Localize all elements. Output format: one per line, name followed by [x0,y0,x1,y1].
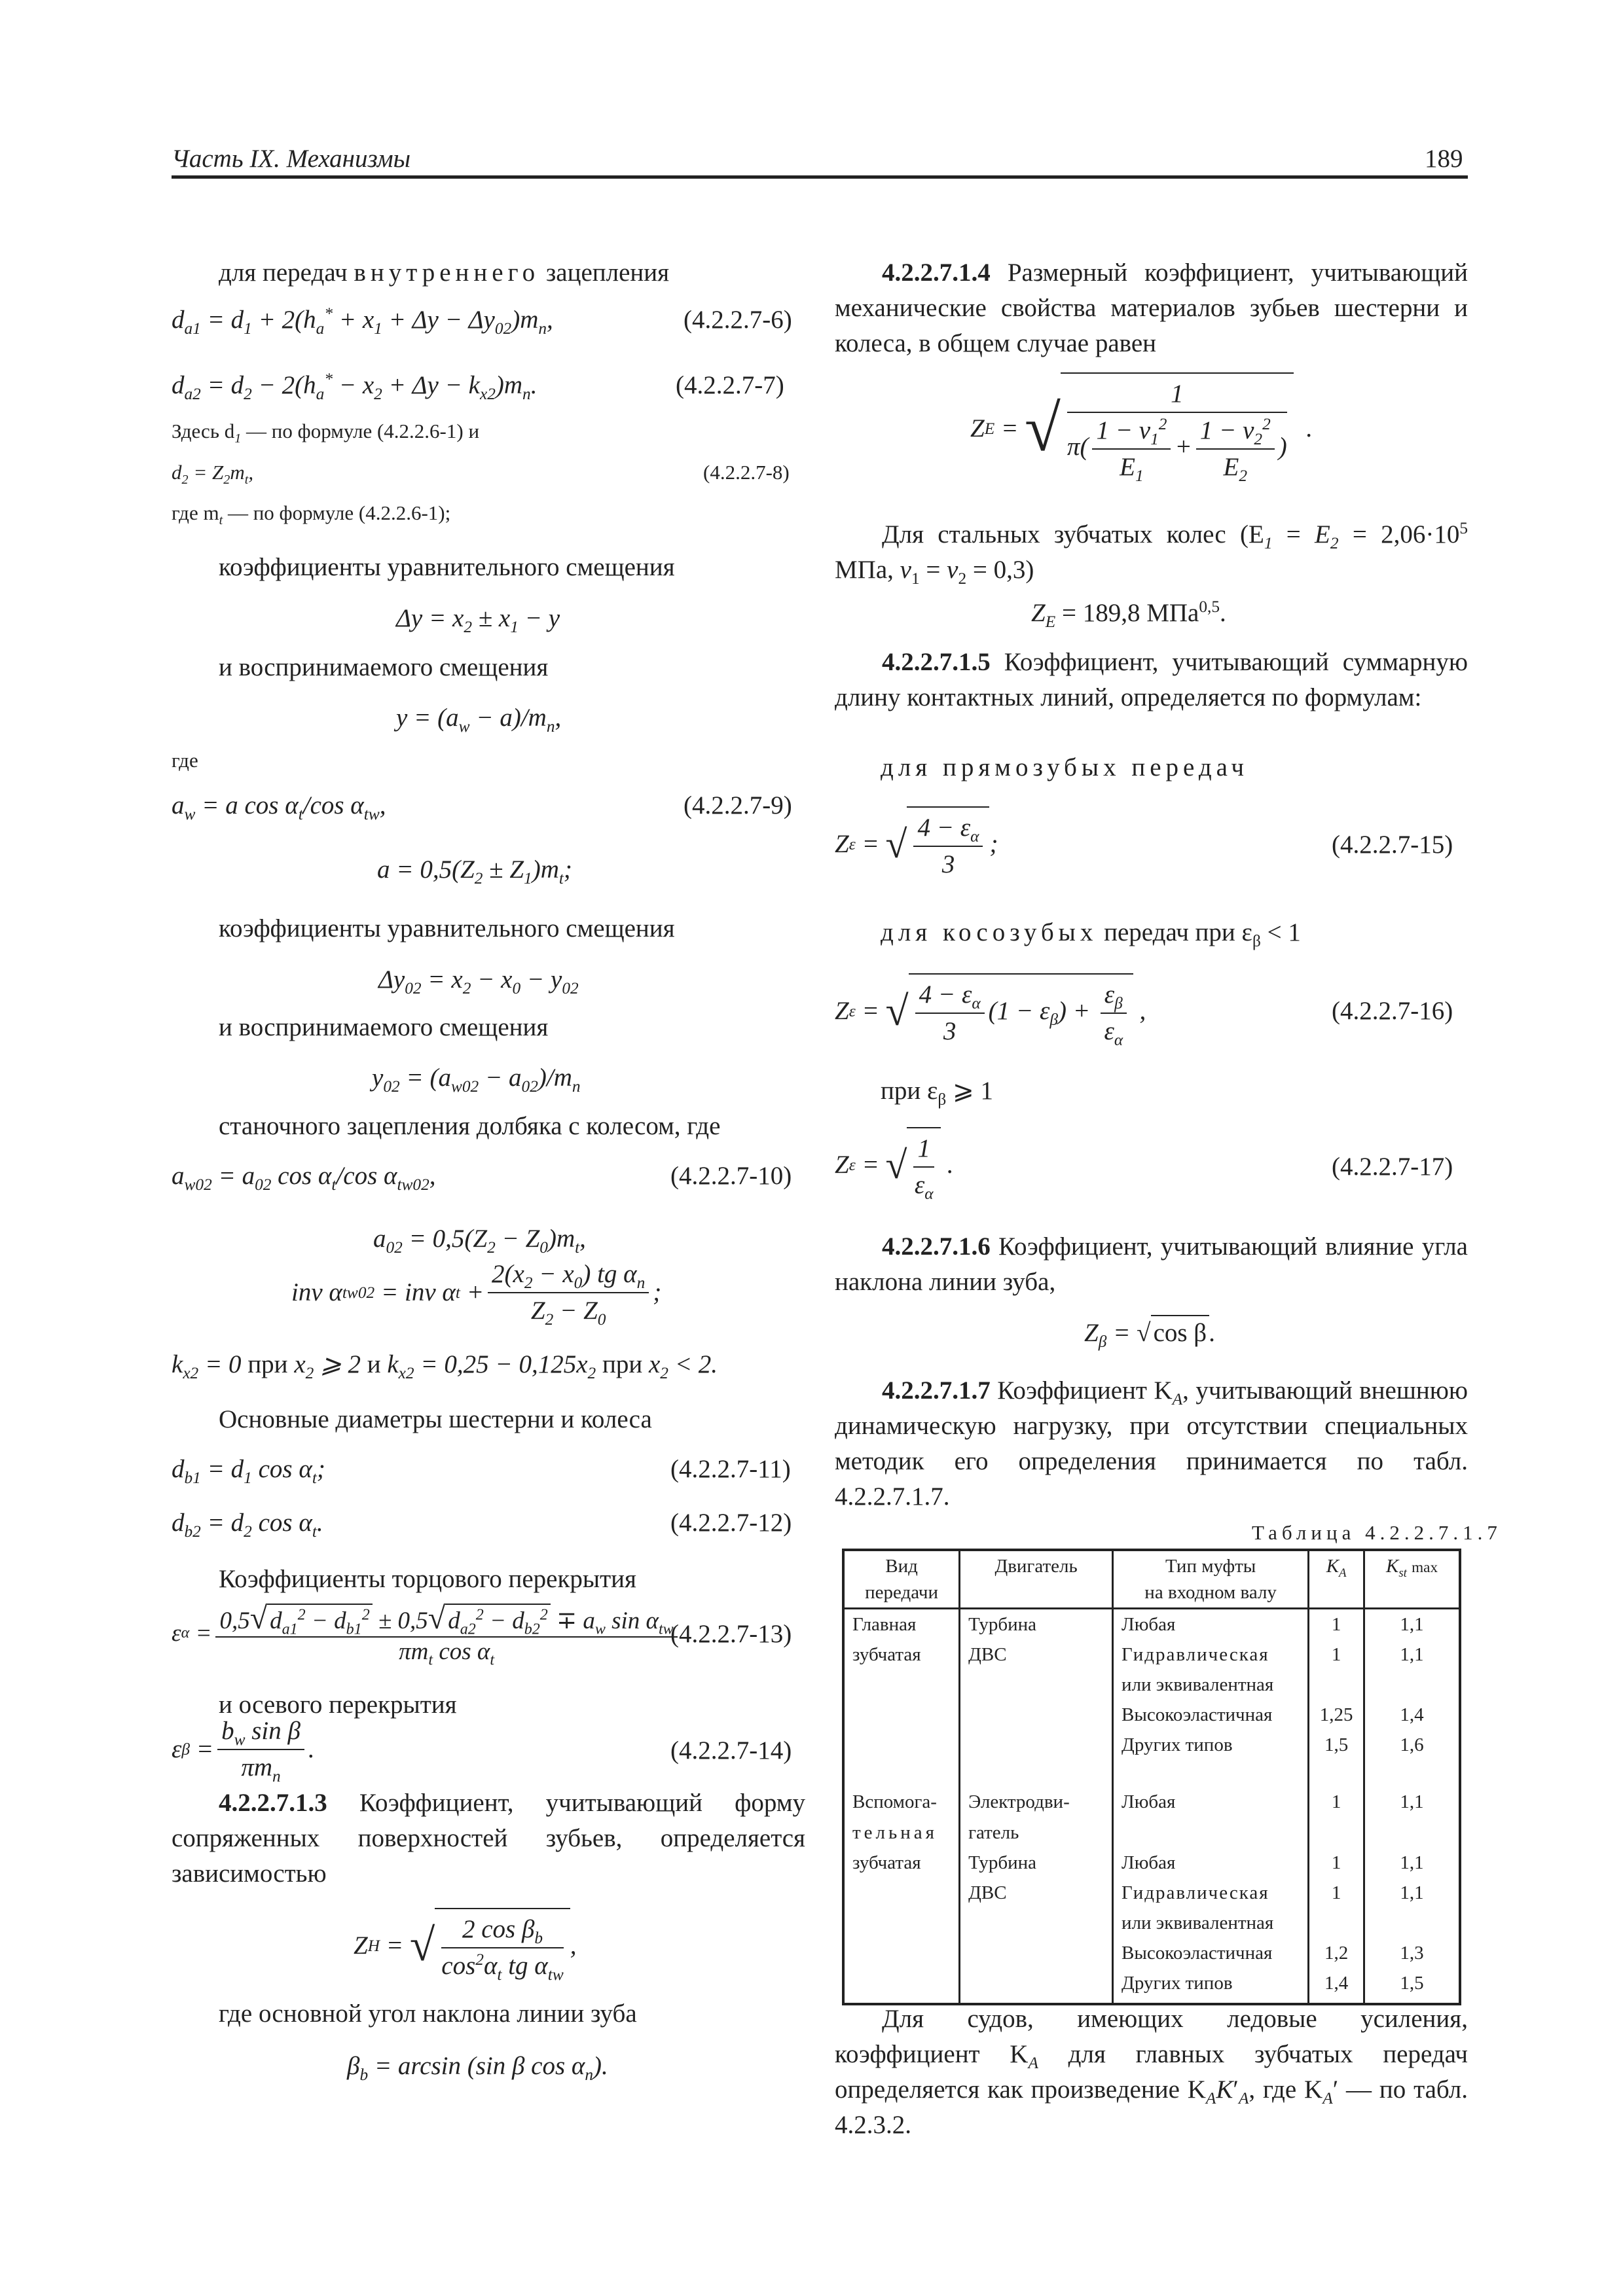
table-row [843,1848,1460,1878]
where-mt-note: где $m_t$ — по формуле (4.2.2.6-1); [172,501,451,528]
formula-da2: $d_{a2} = d_2 - 2(h_a^* - x_2 + \Delta y - k_{x2})m_n$. [172,370,538,403]
table-cell-vid [843,1968,960,2004]
equation-number: (4.2.2.7-15) [1332,831,1453,859]
table-cell-tm: или эквивалентная [1113,1670,1309,1700]
text-line: коэффициенты уравнительного смещения [219,553,675,581]
text-line: Коэффициенты торцового перекрытия [219,1565,636,1593]
table-cell-kst: 1,1 [1364,1878,1460,1908]
table-cell-tm: Гидравлическая [1113,1878,1309,1908]
table-cell-dv [960,1670,1113,1700]
text-line: и осевого перекрытия [219,1691,457,1719]
formula-kx2: $k_{x2} = 0$ при $x_2$ ⩾ 2 и $k_{x2} = 0,25 - 0,125x_2$ при $x_2 < 2$. [172,1350,718,1382]
table-cell-vid [843,1938,960,1968]
table-cell-tm: Других типов [1113,1730,1309,1760]
table-cell-ka [1309,1908,1364,1938]
table-cell-tm [1113,1818,1309,1848]
table-cell-kst: 1,3 [1364,1938,1460,1968]
ice-strengthening-note: Для судов, имеющих ледовые усиления, коэффициент $K_A$ для главных зубчатых передач определяется как произведение $K_AK'_A$, где $K_A'$ — по табл. 4.2.3.2. [835,2005,1468,2139]
equation-number: (4.2.2.7-14) [670,1736,792,1765]
equation-number: (4.2.2.7-16) [1332,997,1453,1025]
formula-dy02: $\Delta y_{02} = x_2 - x_0 - y_{02}$ [378,965,579,997]
table-cell-vid: зубчатая [843,1848,960,1878]
table-cell-kst: 1,1 [1364,1848,1460,1878]
equation-number: (4.2.2.7-13) [670,1620,792,1648]
formula-ze-value: $Z_E = 189,8$ МПа$^{0,5}$. [1031,598,1226,631]
table-row [843,1670,1460,1700]
table-cell-vid: Главная [843,1609,960,1640]
table-cell-tm: Других типов [1113,1968,1309,2004]
formula-db1: $d_{b1} = d_1$ $\cos \alpha_t$; [172,1455,325,1487]
text-line: где [172,749,198,772]
table-row [843,1878,1460,1908]
equation-number: (4.2.2.7-6) [684,306,792,334]
formula-y: $y = (a_w - a)/m_n$, [396,704,562,736]
table-cell-tm: Гидравлическая [1113,1640,1309,1670]
formula-a02: $a_{02} = 0,5(Z_2 - Z_0)m_t$, [373,1225,586,1257]
table-cell-vid [843,1730,960,1760]
formula-zh: Z H = √ $\frac{2 \cos \beta_b}{\cos^2\alpha_t tg \alpha_{tw}}$ , [354,1910,576,1982]
table-cell-kst: 1,1 [1364,1760,1460,1818]
table-cell-tm: Любая [1113,1848,1309,1878]
section-4-2-2-7-1-6: 4.2.2.7.1.6 Коэффициент, учитывающий влияние угла наклона линии зуба, [835,1232,1468,1296]
equation-number: (4.2.2.7-7) [676,371,784,399]
table-row [843,1760,1460,1818]
table-cell-dv [960,1908,1113,1938]
formula-zeps-spur: Z ε = √ $\frac{4 - \varepsilon_\alpha}{3}$ ; [835,812,998,877]
formula-beta-b: $\beta_b = \arcsin (\sin$ β $\cos \alpha_n$). [347,2052,608,2084]
table-cell-dv [960,1730,1113,1760]
formula-ze: Z E = √ 1 π( $\frac{1 - \nu_1^2}{E_1}$ + $\frac{1 - \nu_2^2}{E_2}$ ) . [970,373,1313,484]
equation-number: (4.2.2.7-8) [703,461,790,484]
table-cell-kst: 1,1 [1364,1640,1460,1670]
table-cell-ka: 1 [1309,1848,1364,1878]
header-rule [172,175,1468,179]
formula-d2: $d_2 = Z_2m_t$, [172,461,254,488]
table-cell-ka: 1,25 [1309,1700,1364,1730]
steel-gears-note: Для стальных зубчатых колес ($E_1 = E_2 = 2,06\cdot 10^5$ МПа, $v_1 = v_2 = 0,3$) [835,519,1468,588]
table-cell-kst: 1,5 [1364,1968,1460,2004]
table-cell-dv: Электродви- [960,1760,1113,1818]
equation-number: (4.2.2.7-17) [1332,1153,1453,1181]
table-row [843,1908,1460,1938]
formula-zeps-helical: Z ε = √ $\frac{4 - \varepsilon_\alpha}{3}$ $(1 - \varepsilon_\beta)$ + $\frac{\varepsilon_\beta}{\varepsilon_\alpha}$ , [835,975,1146,1047]
formula-dy: $\Delta y = x_2 \pm x_1 - y$ [396,604,560,636]
equation-number: (4.2.2.7-10) [670,1162,792,1190]
table-cell-vid [843,1700,960,1730]
here-d1-note: Здесь $d_1$ — по формуле (4.2.2.6-1) и [172,420,480,446]
table-row [843,1640,1460,1670]
table-row [843,1730,1460,1760]
table-cell-vid: Вспомога- [843,1760,960,1818]
table-row [843,1609,1460,1640]
formula-zbeta: $Z_\beta$ = √ cos β . [1084,1316,1216,1351]
formula-aw: $a_w = a$ $\cos \alpha_t/\cos$ $\alpha_{tw}$, [172,791,386,823]
section-4-2-2-7-1-7: 4.2.2.7.1.7 Коэффициент $K_A$, учитывающий внешнюю динамическую нагрузку, при отсутствии специальных методик его определения принимается по табл. 4.2.2.7.1.7. [835,1376,1468,1511]
table-caption: Таблица 4.2.2.7.1.7 [1252,1521,1502,1544]
table-cell-kst [1364,1818,1460,1848]
table-body [843,1609,1460,2005]
table-cell-tm: или эквивалентная [1113,1908,1309,1938]
table-cell-kst: 1,1 [1364,1609,1460,1640]
formula-zeps-3: Z ε = √ $\frac{1}{\varepsilon_\alpha}$ . [835,1132,953,1198]
when-eps-beta-label: при $\varepsilon_\beta$ ⩾ 1 [881,1077,993,1109]
section-4-2-2-7-1-4: 4.2.2.7.1.4 Размерный коэффициент, учитывающий механические свойства материалов зубьев шестерни и колеса, в общем случае равен [835,259,1468,357]
table-cell-kst [1364,1908,1460,1938]
table-cell-ka [1309,1818,1364,1848]
text-line: Основные диаметры шестерни и колеса [219,1405,652,1433]
spur-gears-label: для прямозубых передач [881,753,1249,781]
running-header-title: Часть IX. Механизмы [172,145,411,173]
formula-da1: $d_{a1} = d_1 + 2(h_a^* + x_1 + \Delta y - \Delta y_{02})m_n$, [172,304,553,338]
text-line: и воспринимаемого смещения [219,653,549,681]
table-cell-dv: ДВС [960,1640,1113,1670]
table-cell-ka: 1 [1309,1760,1364,1818]
table-header-row: Вид передачи Двигатель Тип муфты на входном валу $K_A$ $K_{st}$ max [843,1550,1460,1609]
table-row [843,1938,1460,1968]
table-cell-vid [843,1908,960,1938]
text-line: где основной угол наклона линии зуба [219,2000,637,2028]
text-line: и воспринимаемого смещения [219,1013,549,1041]
table-cell-tm: Высокоэластичная [1113,1938,1309,1968]
table-cell-vid: зубчатая [843,1640,960,1670]
table-cell-ka: 1 [1309,1640,1364,1670]
table-cell-ka: 1,4 [1309,1968,1364,2004]
table-cell-vid [843,1878,960,1908]
table-cell-tm: Высокоэластичная [1113,1700,1309,1730]
section-4-2-2-7-1-3: 4.2.2.7.1.3 Коэффициент, учитывающий форму сопряженных поверхностей зубьев, определяется зависимостью [172,1789,805,1888]
section-4-2-2-7-1-5: 4.2.2.7.1.5 Коэффициент, учитывающий суммарную длину контактных линий, определяется по формулам: [835,648,1468,711]
table-cell-dv: ДВС [960,1878,1113,1908]
table-cell-vid [843,1670,960,1700]
table-cell-dv [960,1968,1113,2004]
formula-aw02: $a_{w02} = a_{02}$ $\cos \alpha_t/\cos$ $\alpha_{tw02}$, [172,1162,436,1194]
ka-table [842,1549,1461,2005]
table-cell-ka: 1,5 [1309,1730,1364,1760]
table-row [843,1818,1460,1848]
formula-inv: inv α tw02 = inv α t + $\frac{2(x_2 - x_0) tg \alpha_n}{Z_2 - Z_0}$ ; [291,1260,661,1325]
formula-db2: $d_{b2} = d_2$ $\cos \alpha_t$. [172,1509,323,1541]
text-line: коэффициенты уравнительного смещения [219,914,675,942]
equation-number: (4.2.2.7-9) [684,791,792,819]
formula-eps-beta: ε β = $\frac{b_w \sin \beta}{\pi m_n}$ . [172,1718,315,1781]
text-line: станочного зацепления долбяка с колесом, где [219,1112,721,1140]
table-row [843,1700,1460,1730]
table-cell-dv: гатель [960,1818,1113,1848]
table-cell-dv [960,1700,1113,1730]
internal-gear-intro: для передач внутреннего зацепления [219,259,670,287]
equation-number: (4.2.2.7-12) [670,1509,792,1537]
table-cell-kst: 1,6 [1364,1730,1460,1760]
table-cell-dv [960,1938,1113,1968]
table-cell-ka: 1 [1309,1878,1364,1908]
formula-a: $a = 0,5(Z_2 \pm Z_1)m_t$; [377,855,572,888]
table-cell-ka: 1 [1309,1609,1364,1640]
table-cell-kst: 1,4 [1364,1700,1460,1730]
equation-number: (4.2.2.7-11) [670,1455,791,1483]
table-cell-dv: Турбина [960,1609,1113,1640]
helical-gears-label: для косозубых передач при $\varepsilon_\beta < 1$ [881,918,1301,950]
table-cell-kst [1364,1670,1460,1700]
table-cell-ka [1309,1670,1364,1700]
table-cell-dv: Турбина [960,1848,1113,1878]
table-cell-vid: тельная [843,1818,960,1848]
table-cell-ka: 1,2 [1309,1938,1364,1968]
page-number: 189 [1425,145,1463,173]
table-row [843,1968,1460,2004]
table-cell-tm: Любая [1113,1609,1309,1640]
formula-eps-alpha: ε α = $\frac{0,5√ d_{a1}^2 - d_{b1}^2 \pm 0,5√ d_{a2}^2 - d_{b2}^2 \mp a_w \sin \alpha_{tw}}{\pi m_t \cos \alpha_t}$ [172,1600,682,1666]
table-cell-tm: Любая [1113,1760,1309,1818]
formula-y02: $y_{02} = (a_{w02} - a_{02})/m_n$ [372,1064,581,1096]
